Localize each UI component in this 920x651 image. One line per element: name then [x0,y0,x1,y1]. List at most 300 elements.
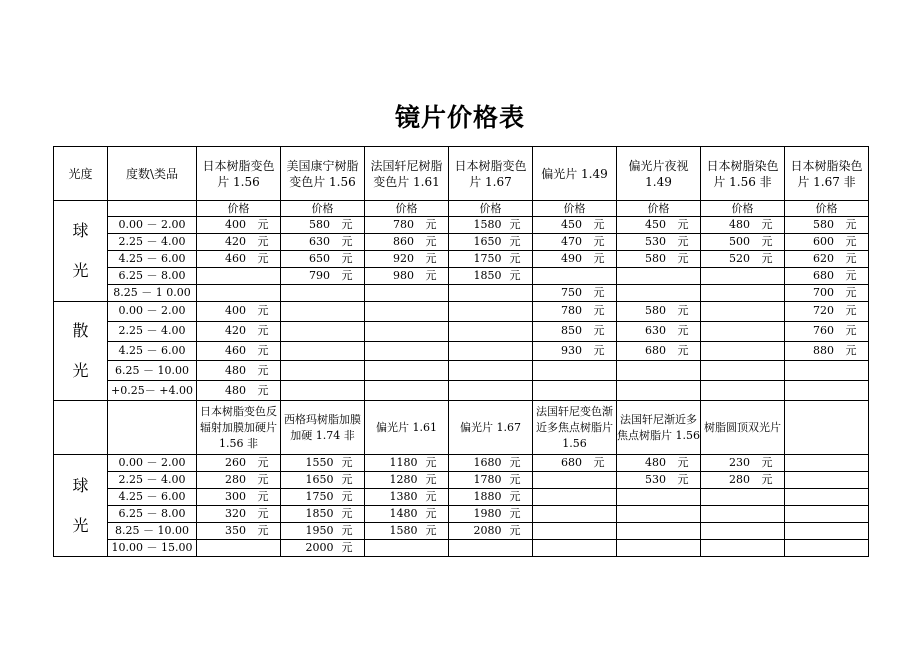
price-value [377,268,437,284]
price-cell [197,251,281,268]
price-value [461,268,521,284]
price-cell [197,455,281,472]
price-number: 1880 [473,490,502,503]
price-cell [533,321,617,341]
header-product: 偏光片夜视 1.49 [617,147,701,201]
price-cell [617,341,701,361]
price-number: 1750 [473,252,502,265]
price-unit: 元 [257,304,269,318]
price-value [209,323,269,339]
price-cell [365,523,449,540]
price-cell [365,251,449,268]
header-row [54,147,869,201]
price-unit: 元 [677,304,689,318]
price-number: 500 [729,235,750,248]
price-cell [617,268,701,285]
price-unit: 元 [257,507,269,520]
price-cell [701,489,785,506]
price-cell [617,321,701,341]
price-value [293,489,353,505]
price-number: 1650 [305,473,334,486]
price-unit: 元 [257,490,269,503]
price-cell [533,523,617,540]
degree-range: 0.00 － 2.00 [108,217,197,234]
price-value [377,251,437,267]
price-unit: 元 [425,490,437,503]
price-cell [617,361,701,381]
price-number: 1280 [389,473,418,486]
price-value [209,472,269,488]
price-unit: 元 [845,269,857,282]
price-unit: 元 [761,218,773,231]
price-cell [617,381,701,401]
header-product [785,401,869,455]
price-cell [701,285,785,302]
price-value [545,285,605,301]
price-number: 480 [225,363,246,377]
degree-range: 6.25 － 8.00 [108,268,197,285]
price-unit: 元 [425,524,437,537]
price-cell [785,341,869,361]
price-number: 1550 [305,456,334,469]
price-number: 580 [309,218,330,231]
price-value [545,343,605,359]
price-unit: 元 [509,473,521,486]
price-number: 490 [561,252,582,265]
price-number: 680 [561,456,582,469]
price-number: 760 [813,324,834,338]
price-cell [449,472,533,489]
price-cell [617,251,701,268]
price-cell [197,506,281,523]
price-unit: 元 [257,473,269,486]
degree-range: 0.00 － 2.00 [108,455,197,472]
price-cell [701,341,785,361]
price-unit: 元 [677,252,689,265]
header-product: 法国轩尼渐近多焦点树脂片 1.56 [617,401,701,455]
price-unit: 元 [845,324,857,338]
price-value [629,343,689,359]
price-number: 1650 [473,235,502,248]
price-cell [617,234,701,251]
price-value [209,383,269,399]
price-cell [533,489,617,506]
price-value [629,217,689,233]
price-number: 2000 [305,541,334,554]
header-product: 树脂圆顶双光片 [701,401,785,455]
price-unit: 元 [257,383,269,397]
price-cell [701,381,785,401]
price-cell [701,302,785,322]
price-number: 600 [813,235,834,248]
header-product: 日本树脂染色片 1.67 非 [785,147,869,201]
price-number: 450 [561,218,582,231]
price-cell [785,285,869,302]
table-row [54,268,869,285]
price-number: 480 [645,456,666,469]
price-value [377,472,437,488]
page-title: 镜片价格表 [394,103,525,132]
price-unit: 元 [425,473,437,486]
price-number: 450 [645,218,666,231]
price-number: 630 [645,324,666,338]
header-product: 偏光片 1.49 [533,147,617,201]
price-cell [281,472,365,489]
price-label-row [54,201,869,217]
price-number: 1750 [305,490,334,503]
price-unit: 元 [593,324,605,338]
price-cell [785,381,869,401]
price-cell [197,234,281,251]
price-cell [785,455,869,472]
blank-cell [108,201,197,217]
price-cell [701,234,785,251]
price-cell [701,523,785,540]
price-value [545,455,605,471]
price-value [797,234,857,250]
price-cell [365,381,449,401]
price-unit: 元 [425,507,437,520]
price-table-body [54,147,869,557]
price-value [461,455,521,471]
header-product: 法国轩尼树脂变色片 1.61 [365,147,449,201]
degree-range: 4.25 － 6.00 [108,489,197,506]
price-value [797,343,857,359]
degree-range: 6.25 － 8.00 [108,506,197,523]
price-cell [365,455,449,472]
price-cell [281,361,365,381]
table-row [54,523,869,540]
price-unit: 元 [341,473,353,486]
price-unit: 元 [257,324,269,338]
header-product: 偏光片 1.67 [449,401,533,455]
price-number: 680 [813,269,834,282]
price-value [293,523,353,539]
price-unit: 元 [845,218,857,231]
price-cell [197,361,281,381]
price-cell [197,523,281,540]
price-number: 2080 [473,524,502,537]
price-cell [617,489,701,506]
price-cell [617,302,701,322]
price-unit: 元 [257,524,269,537]
degree-range: 10.00 － 15.00 [108,540,197,557]
price-unit: 元 [425,269,437,282]
price-number: 1850 [473,269,502,282]
price-number: 400 [225,218,246,231]
price-label: 价格 [365,201,449,217]
header-light: 光度 [54,147,108,201]
price-unit: 元 [845,343,857,357]
price-number: 460 [225,252,246,265]
price-cell [785,506,869,523]
price-value [713,217,773,233]
price-unit: 元 [593,235,605,248]
price-cell [365,506,449,523]
price-number: 420 [225,324,246,338]
price-cell [449,285,533,302]
price-cell [785,268,869,285]
price-number: 980 [393,269,414,282]
price-number: 1580 [389,524,418,537]
price-number: 460 [225,343,246,357]
price-number: 300 [225,490,246,503]
price-value [629,234,689,250]
table-row [54,472,869,489]
price-cell [449,321,533,341]
price-cell [785,321,869,341]
table-row [54,341,869,361]
degree-range: 2.25 － 4.00 [108,472,197,489]
price-number: 780 [561,304,582,318]
price-cell [449,361,533,381]
price-table [53,146,869,557]
table-row [54,285,869,302]
price-value [629,303,689,319]
price-number: 280 [729,473,750,486]
price-value [209,251,269,267]
price-cell [449,540,533,557]
price-value [461,472,521,488]
price-value [629,323,689,339]
price-number: 1850 [305,507,334,520]
price-number: 350 [225,524,246,537]
price-unit: 元 [341,524,353,537]
price-number: 790 [309,269,330,282]
header-product: 法国轩尼变色渐近多焦点树脂片 1.56 [533,401,617,455]
price-cell [617,217,701,234]
price-value [293,506,353,522]
price-cell [365,285,449,302]
price-unit: 元 [257,252,269,265]
price-value [377,234,437,250]
price-number: 530 [645,235,666,248]
price-cell [533,506,617,523]
price-unit: 元 [761,473,773,486]
table-row [54,302,869,322]
price-number: 280 [225,473,246,486]
degree-range: 2.25 － 4.00 [108,321,197,341]
table-row [54,506,869,523]
price-cell [365,268,449,285]
price-number: 650 [309,252,330,265]
price-cell [533,472,617,489]
price-cell [785,540,869,557]
price-cell [281,285,365,302]
price-cell [365,302,449,322]
price-value [377,523,437,539]
price-unit: 元 [845,286,857,299]
price-cell [365,341,449,361]
price-value [209,217,269,233]
price-cell [281,455,365,472]
price-cell [533,361,617,381]
price-unit: 元 [677,343,689,357]
price-cell [365,217,449,234]
price-unit: 元 [425,456,437,469]
price-cell [281,489,365,506]
price-cell [701,251,785,268]
header-product: 西格玛树脂加膜加硬 1.74 非 [281,401,365,455]
price-number: 930 [561,343,582,357]
price-number: 680 [645,343,666,357]
price-cell [701,455,785,472]
price-number: 700 [813,286,834,299]
price-unit: 元 [509,490,521,503]
price-value [293,234,353,250]
price-unit: 元 [677,235,689,248]
price-cell [617,285,701,302]
price-cell [365,321,449,341]
price-value [293,217,353,233]
price-cell [785,251,869,268]
price-cell [701,506,785,523]
price-unit: 元 [425,252,437,265]
price-unit: 元 [593,286,605,299]
table-row [54,540,869,557]
price-cell [449,268,533,285]
price-cell [281,302,365,322]
degree-range: 0.00 － 2.00 [108,302,197,322]
price-value [209,303,269,319]
price-cell [281,234,365,251]
price-cell [617,472,701,489]
price-unit: 元 [593,218,605,231]
price-cell [533,285,617,302]
price-number: 1180 [389,456,418,469]
price-cell [449,302,533,322]
price-cell [197,489,281,506]
price-cell [197,341,281,361]
price-value [545,303,605,319]
price-cell [533,251,617,268]
price-number: 1580 [473,218,502,231]
price-number: 580 [813,218,834,231]
price-unit: 元 [257,456,269,469]
price-unit: 元 [593,304,605,318]
price-cell [449,234,533,251]
price-label: 价格 [617,201,701,217]
price-unit: 元 [845,235,857,248]
price-number: 580 [645,304,666,318]
price-number: 1680 [473,456,502,469]
price-value [293,472,353,488]
price-number: 880 [813,343,834,357]
price-cell [281,523,365,540]
price-number: 780 [393,218,414,231]
price-unit: 元 [509,218,521,231]
price-value [293,540,353,556]
price-value [209,343,269,359]
price-value [629,472,689,488]
price-cell [197,268,281,285]
price-unit: 元 [425,218,437,231]
price-number: 520 [729,252,750,265]
price-number: 620 [813,252,834,265]
price-number: 480 [225,383,246,397]
price-value [545,234,605,250]
price-cell [281,506,365,523]
price-value [797,285,857,301]
price-value [209,234,269,250]
price-cell [449,341,533,361]
price-number: 750 [561,286,582,299]
price-number: 580 [645,252,666,265]
price-cell [365,234,449,251]
price-value [461,506,521,522]
price-cell [197,285,281,302]
price-cell [449,381,533,401]
price-unit: 元 [257,343,269,357]
price-unit: 元 [761,456,773,469]
price-value [293,455,353,471]
table-row [54,381,869,401]
table-row [54,234,869,251]
price-cell [617,523,701,540]
price-number: 400 [225,304,246,318]
price-cell [197,302,281,322]
price-cell [785,234,869,251]
degree-range: 2.25 － 4.00 [108,234,197,251]
price-cell [281,381,365,401]
price-number: 1480 [389,507,418,520]
price-value [461,234,521,250]
price-unit: 元 [509,507,521,520]
price-unit: 元 [845,252,857,265]
degree-range: 4.25 － 6.00 [108,251,197,268]
price-unit: 元 [593,343,605,357]
price-number: 1980 [473,507,502,520]
header-product: 美国康宁树脂变色片 1.56 [281,147,365,201]
header-product: 日本树脂变色片 1.67 [449,147,533,201]
price-cell [533,234,617,251]
table-row [54,321,869,341]
price-cell [533,341,617,361]
price-cell [197,472,281,489]
price-cell [365,472,449,489]
price-cell [449,217,533,234]
header-product: 日本树脂变色片 1.56 [197,147,281,201]
price-number: 860 [393,235,414,248]
price-value [545,251,605,267]
price-cell [533,302,617,322]
table-row [54,455,869,472]
price-cell [449,506,533,523]
price-unit: 元 [845,304,857,318]
price-value [293,268,353,284]
price-unit: 元 [593,456,605,469]
price-value [461,523,521,539]
price-value [797,323,857,339]
price-cell [785,217,869,234]
header-degree: 度数\类品 [108,147,197,201]
price-unit: 元 [425,235,437,248]
price-unit: 元 [341,507,353,520]
header-product: 日本树脂染色片 1.56 非 [701,147,785,201]
price-cell [197,217,281,234]
table-row [54,361,869,381]
table-row [54,251,869,268]
price-number: 920 [393,252,414,265]
price-cell [533,455,617,472]
price-value [377,489,437,505]
price-label: 价格 [533,201,617,217]
price-unit: 元 [257,235,269,248]
price-cell [701,268,785,285]
price-cell [785,523,869,540]
price-value [713,251,773,267]
price-value [713,472,773,488]
